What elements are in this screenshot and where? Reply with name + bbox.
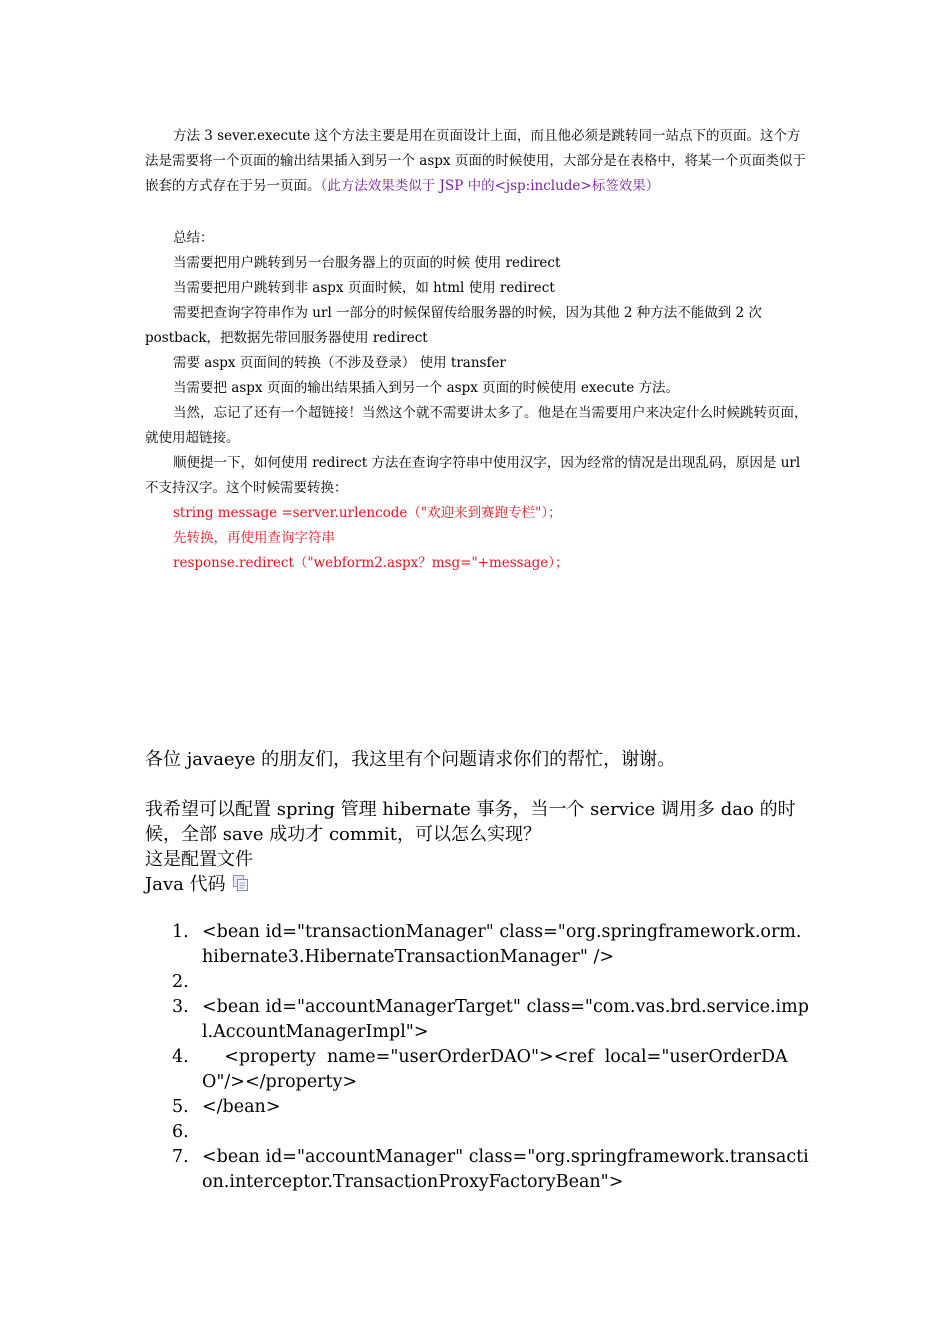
line-number: 3. bbox=[172, 997, 189, 1017]
code-text: <bean id="accountManagerTarget" class="com.vas.brd.service.impl.AccountManagerImpl"> bbox=[202, 997, 809, 1042]
line-number: 6. bbox=[172, 1122, 189, 1142]
method3-body: 方法 3 sever.execute 这个方法主要是用在页面设计上面，而且他必须是跳转同一站点下的页面。这个方法是需要将一个页面的输出结果插入到另一个 aspx 页面的时候使用，大部分是在表格中，将某一个页面类似于嵌套的方式存在于另一页面。 bbox=[145, 128, 806, 194]
code-line bbox=[172, 1120, 810, 1145]
code-line bbox=[172, 970, 810, 995]
code-text: <bean id="accountManager" class="org.springframework.transaction.interceptor.TransactionProxyFactoryBean"> bbox=[202, 1147, 809, 1192]
code-text: <bean id="transactionManager" class="org.springframework.orm.hibernate3.HibernateTransactionManager" /> bbox=[202, 922, 802, 967]
summary-line: 当然，忘记了还有一个超链接！当然这个就不需要讲太多了。他是在当需要用户来决定什么时候跳转页面，就使用超链接。 bbox=[145, 405, 808, 446]
summary-line: 当需要把 aspx 页面的输出结果插入到另一个 aspx 页面的时候使用 execute 方法。 bbox=[173, 380, 679, 396]
code-listing bbox=[145, 920, 810, 1195]
summary-line: 当需要把用户跳转到另一台服务器上的页面的时候 使用 redirect bbox=[173, 255, 561, 271]
line-number: 2. bbox=[172, 972, 189, 992]
code-text: <property name="userOrderDAO"><ref local="userOrderDAO"/></property> bbox=[202, 1047, 788, 1092]
summary-title: 总结： bbox=[173, 230, 214, 246]
summary-line: 需要把查询字符串作为 url 一部分的时候保留传给服务器的时候，因为其他 2 种方法不能做到 2 次 postback，把数据先带回服务器使用 redirect bbox=[145, 305, 762, 346]
line-number: 1. bbox=[172, 922, 189, 942]
code-line bbox=[172, 1095, 810, 1120]
line-number: 4. bbox=[172, 1047, 189, 1067]
code-line bbox=[172, 1045, 810, 1095]
code-line bbox=[172, 1145, 810, 1195]
code-line bbox=[172, 920, 810, 970]
method3-paragraph bbox=[145, 124, 810, 199]
summary-line: 当需要把用户跳转到非 aspx 页面时候，如 html 使用 redirect bbox=[173, 280, 555, 296]
summary-code-line: response.redirect（"webform2.aspx？msg="+message）； bbox=[173, 555, 569, 571]
line-number: 7. bbox=[172, 1147, 189, 1167]
line-number: 5. bbox=[172, 1097, 189, 1117]
code-label: Java 代码 bbox=[145, 874, 226, 895]
copy-icon[interactable] bbox=[232, 874, 250, 892]
code-text: </bean> bbox=[202, 1097, 281, 1117]
method3-text bbox=[145, 124, 810, 199]
question-body: 我希望可以配置 spring 管理 hibernate 事务，当一个 service 调用多 dao 的时候，全部 save 成功才 commit，可以怎么实现？ bbox=[145, 799, 796, 845]
summary-code-line: 先转换，再使用查询字符串 bbox=[173, 530, 335, 546]
summary-section bbox=[145, 226, 810, 576]
summary-code-line: string message =server.urlencode（"欢迎来到赛跑专栏"）； bbox=[173, 505, 562, 521]
config-label: 这是配置文件 bbox=[145, 849, 253, 870]
question-intro bbox=[145, 747, 810, 772]
summary-line: 需要 aspx 页面间的转换（不涉及登录） 使用 transfer bbox=[173, 355, 506, 371]
method3-note: （此方法效果类似于 JSP 中的<jsp:include>标签效果） bbox=[320, 178, 660, 194]
question-section bbox=[145, 797, 810, 897]
code-header bbox=[145, 872, 810, 897]
summary-line: 顺便提一下，如何使用 redirect 方法在查询字符串中使用汉字，因为经常的情况是出现乱码，原因是 url 不支持汉字。这个时候需要转换： bbox=[145, 455, 801, 496]
code-line bbox=[172, 995, 810, 1045]
question-intro-text: 各位 javaeye 的朋友们，我这里有个问题请求你们的帮忙，谢谢。 bbox=[145, 749, 676, 770]
